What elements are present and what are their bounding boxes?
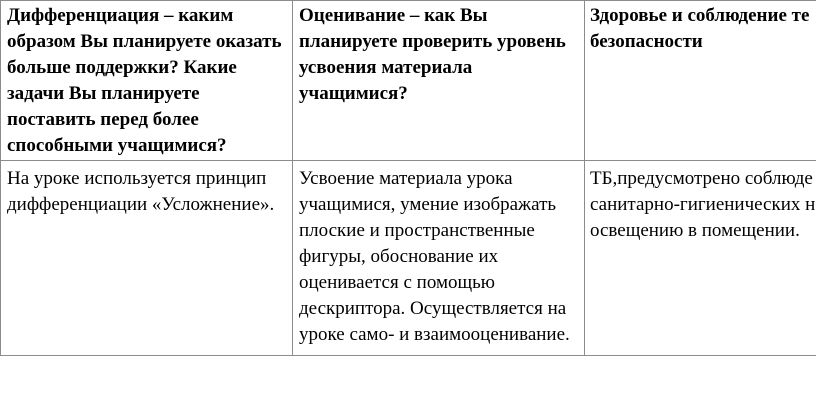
body-cell-differentiation (1, 161, 293, 356)
body-line: Усвоение материала урока (299, 168, 513, 189)
body-text-assessment (293, 161, 584, 348)
header-line: больше поддержки? Какие (7, 57, 237, 78)
header-line: безопасности (590, 31, 703, 52)
body-line: фигуры, обоснование их (299, 246, 499, 267)
header-line: Дифференциация – каким (7, 5, 234, 26)
body-line: дескриптора. Осуществляется на (299, 298, 567, 319)
header-line: усвоения материала (299, 57, 473, 78)
header-line: Оценивание – как Вы (299, 5, 488, 26)
header-line: планируете проверить уровень (299, 31, 566, 52)
body-cell-health-safety (585, 161, 816, 356)
body-line: ТБ,предусмотрено соблюде (590, 168, 813, 189)
header-line: учащимися? (299, 83, 408, 104)
body-text-differentiation (1, 161, 292, 218)
table-header-row (1, 1, 816, 161)
body-line: санитарно-гигиенических н (590, 194, 816, 215)
body-text-health-safety (585, 161, 816, 244)
body-line: учащимися, умение изображать (299, 194, 557, 215)
body-line: освещению в помещении. (590, 220, 800, 241)
body-line: плоские и пространственные (299, 220, 535, 241)
header-line: задачи Вы планируете (7, 83, 200, 104)
body-line: уроке само- и взаимооценивание. (299, 324, 570, 345)
header-text-differentiation (1, 1, 292, 159)
header-line: образом Вы планируете оказать (7, 31, 282, 52)
body-line: дифференциации «Усложнение». (7, 194, 275, 215)
header-text-assessment (293, 1, 584, 107)
header-cell-health-safety (585, 1, 816, 161)
header-cell-assessment (293, 1, 585, 161)
table-body-row (1, 161, 816, 356)
header-line: способными учащимися? (7, 135, 227, 156)
header-line: Здоровье и соблюдение те (590, 5, 810, 26)
header-cell-differentiation (1, 1, 293, 161)
body-line: На уроке используется принцип (7, 168, 267, 189)
header-text-health-safety (585, 1, 816, 55)
header-line: поставить перед более (7, 109, 199, 130)
body-cell-assessment (293, 161, 585, 356)
body-line: оценивается с помощью (299, 272, 495, 293)
